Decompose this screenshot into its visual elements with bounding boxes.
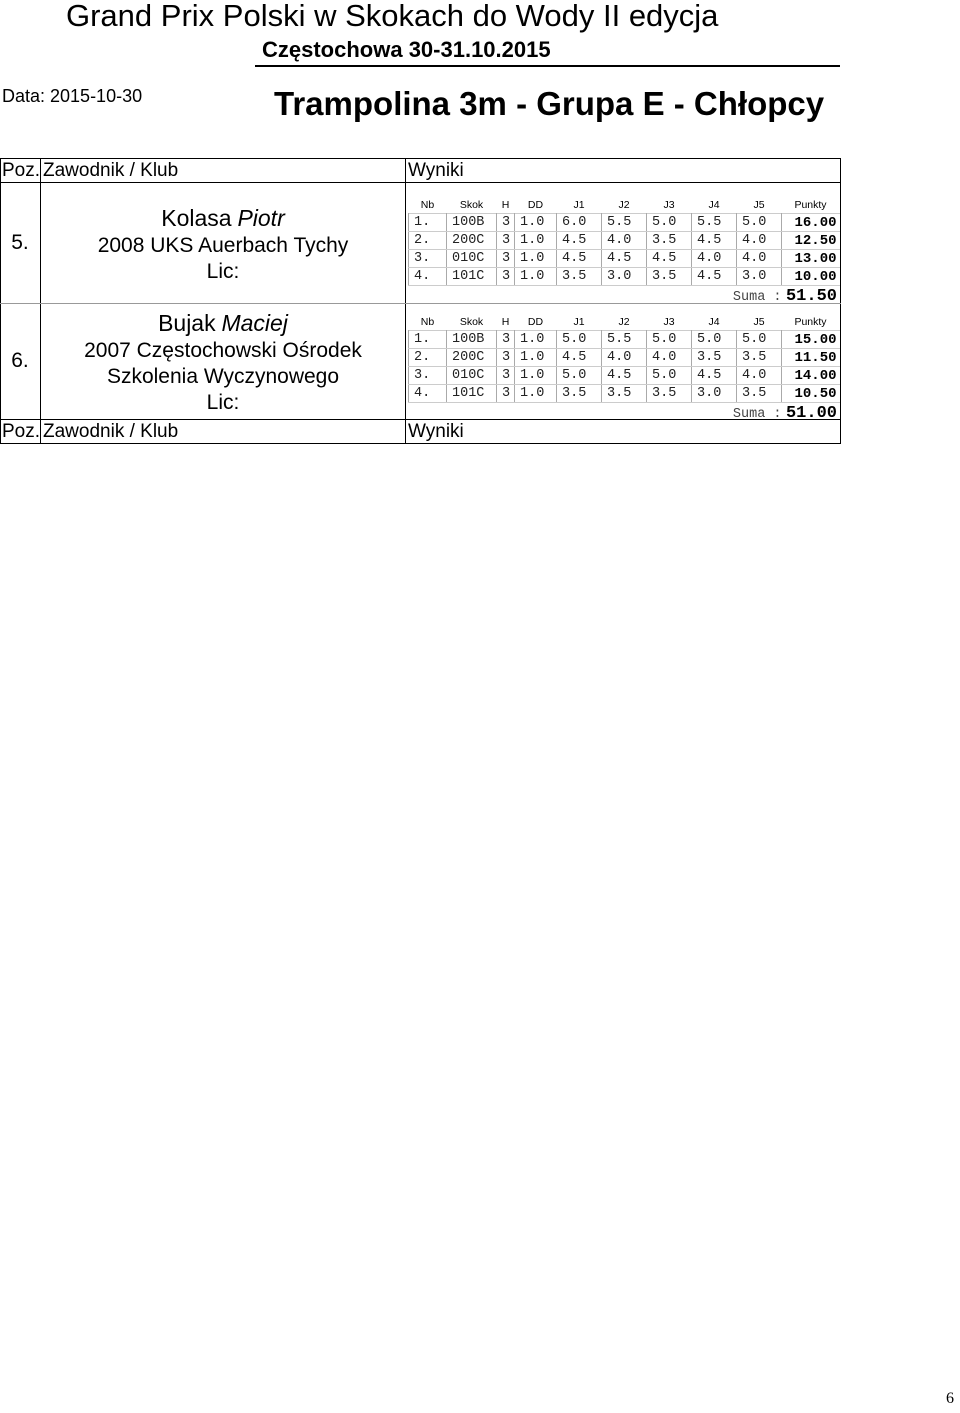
judge-score: 3.5: [647, 268, 692, 286]
sum-label: Suma :: [732, 407, 782, 422]
dive-code: 200C: [447, 232, 497, 250]
dive-code: 101C: [447, 385, 497, 403]
dive-dd: 1.0: [515, 331, 557, 349]
dive-nb: 1.: [409, 331, 447, 349]
header-rule: [255, 65, 840, 67]
dive-points: 16.00: [782, 214, 840, 232]
judge-score: 3.5: [737, 349, 782, 367]
judge-score: 4.5: [557, 232, 602, 250]
judge-score: 5.0: [737, 331, 782, 349]
dive-header-j2: J2: [618, 316, 630, 328]
judge-score: 4.5: [647, 250, 692, 268]
dive-height: 3: [497, 349, 515, 367]
judge-score: 4.0: [692, 250, 737, 268]
dive-header-row: [409, 314, 840, 331]
sum-label: Suma :: [732, 290, 782, 305]
judge-score: 4.5: [602, 367, 647, 385]
judge-score: 5.0: [737, 214, 782, 232]
judge-score: 3.5: [647, 385, 692, 403]
dive-row: [409, 268, 840, 286]
dive-code: 010C: [447, 367, 497, 385]
dive-height: 3: [497, 367, 515, 385]
dive-code: 100B: [447, 331, 497, 349]
footer-pos: Poz.: [2, 421, 41, 442]
dive-header-dd: DD: [527, 316, 544, 328]
dive-code: 101C: [447, 268, 497, 286]
judge-score: 5.0: [647, 214, 692, 232]
table-bottom-border: [0, 443, 841, 444]
judge-score: 4.5: [692, 367, 737, 385]
judge-score: 3.5: [557, 268, 602, 286]
athlete-block: [41, 310, 405, 416]
judge-score: 4.0: [737, 367, 782, 385]
dive-header-j4: J4: [708, 199, 720, 211]
athlete-firstname: Piotr: [237, 205, 285, 231]
judge-score: 6.0: [557, 214, 602, 232]
dive-dd: 1.0: [515, 349, 557, 367]
sum-row: [408, 286, 840, 306]
footer-athlete: Zawodnik / Klub: [43, 421, 179, 442]
dive-row: [409, 367, 840, 385]
page-number: 6: [946, 1390, 954, 1407]
dive-points: 14.00: [782, 367, 840, 385]
judge-score: 5.0: [692, 331, 737, 349]
dive-nb: 3.: [409, 250, 447, 268]
judge-score: 3.0: [602, 268, 647, 286]
judge-score: 5.5: [602, 214, 647, 232]
dive-table: [408, 197, 840, 286]
dive-points: 13.00: [782, 250, 840, 268]
athlete-club: 2007 Częstochowski Ośrodek: [84, 339, 362, 362]
dive-height: 3: [497, 385, 515, 403]
judge-score: 5.0: [557, 331, 602, 349]
dive-dd: 1.0: [515, 268, 557, 286]
dive-header-j1: J1: [573, 316, 585, 328]
judge-score: 3.5: [602, 385, 647, 403]
sum-total: 51.50: [785, 287, 837, 306]
dive-header-row: [409, 197, 840, 214]
dive-dd: 1.0: [515, 232, 557, 250]
table-right-border: [840, 158, 841, 444]
dive-code: 100B: [447, 214, 497, 232]
dive-row: [409, 250, 840, 268]
dive-header-points: Punkty: [794, 316, 827, 328]
athlete-name: [41, 310, 405, 338]
event-title: Grand Prix Polski w Skokach do Wody II edycja: [66, 0, 719, 33]
judge-score: 5.0: [647, 367, 692, 385]
judge-score: 4.0: [602, 232, 647, 250]
header-pos: Poz.: [2, 160, 41, 181]
dive-points: 10.50: [782, 385, 840, 403]
judge-score: 5.5: [692, 214, 737, 232]
dive-height: 3: [497, 214, 515, 232]
dive-header-nb: Nb: [420, 199, 435, 211]
judge-score: 4.5: [692, 232, 737, 250]
judge-score: 5.0: [557, 367, 602, 385]
dive-height: 3: [497, 232, 515, 250]
athlete-name: [41, 205, 405, 233]
dive-header-j4: J4: [708, 316, 720, 328]
dive-header-j3: J3: [663, 316, 675, 328]
judge-score: 4.5: [557, 250, 602, 268]
judge-score: 4.0: [737, 232, 782, 250]
dive-points: 11.50: [782, 349, 840, 367]
dive-nb: 4.: [409, 268, 447, 286]
dive-height: 3: [497, 331, 515, 349]
athlete-club: 2008 UKS Auerbach Tychy: [97, 234, 349, 257]
judge-score: 4.0: [602, 349, 647, 367]
dive-row: [409, 232, 840, 250]
judge-score: 3.5: [647, 232, 692, 250]
dive-code: 200C: [447, 349, 497, 367]
athlete-licence: Lic:: [206, 391, 240, 414]
event-place-dates: Częstochowa 30-31.10.2015: [262, 37, 551, 62]
dive-nb: 3.: [409, 367, 447, 385]
dive-dd: 1.0: [515, 385, 557, 403]
dive-points: 15.00: [782, 331, 840, 349]
table-top-border: [0, 158, 841, 159]
athlete-surname: Bujak: [158, 310, 216, 336]
judge-score: 4.5: [557, 349, 602, 367]
dive-header-nb: Nb: [420, 316, 435, 328]
footer-results: Wyniki: [408, 421, 464, 442]
dive-header-skok: Skok: [459, 316, 484, 328]
date-line: Data: 2015-10-30: [2, 86, 143, 106]
judge-score: 4.5: [692, 268, 737, 286]
dive-results: [408, 197, 840, 306]
header-bottom-border: [0, 182, 841, 183]
dive-dd: 1.0: [515, 214, 557, 232]
judge-score: 5.0: [647, 331, 692, 349]
dive-row: [409, 214, 840, 232]
athlete-surname: Kolasa: [161, 205, 232, 231]
dive-nb: 4.: [409, 385, 447, 403]
athlete-club: Szkolenia Wyczynowego: [106, 365, 340, 388]
dive-header-skok: Skok: [459, 199, 484, 211]
judge-score: 4.0: [647, 349, 692, 367]
col-divider-athlete: [405, 158, 406, 444]
dive-header-points: Punkty: [794, 199, 827, 211]
dive-height: 3: [497, 250, 515, 268]
judge-score: 3.5: [557, 385, 602, 403]
dive-points: 10.00: [782, 268, 840, 286]
dive-nb: 2.: [409, 232, 447, 250]
dive-header-j1: J1: [573, 199, 585, 211]
dive-row: [409, 331, 840, 349]
judge-score: 3.0: [737, 268, 782, 286]
dive-header-j3: J3: [663, 199, 675, 211]
dive-code: 010C: [447, 250, 497, 268]
sum-total: 51.00: [785, 404, 837, 423]
dive-results: [408, 314, 840, 423]
dive-header-j5: J5: [753, 316, 765, 328]
entry-position: 6.: [11, 349, 29, 372]
judge-score: 5.5: [602, 331, 647, 349]
dive-table: [408, 314, 840, 403]
dive-nb: 2.: [409, 349, 447, 367]
sum-row: [408, 403, 840, 423]
competition-title: Trampolina 3m - Grupa E - Chłopcy: [274, 85, 825, 122]
judge-score: 4.5: [602, 250, 647, 268]
header-results: Wyniki: [408, 160, 464, 181]
dive-row: [409, 349, 840, 367]
dive-dd: 1.0: [515, 250, 557, 268]
athlete-firstname: Maciej: [221, 310, 288, 336]
dive-dd: 1.0: [515, 367, 557, 385]
dive-header-h: H: [501, 316, 510, 328]
header-athlete: Zawodnik / Klub: [43, 160, 179, 181]
dive-header-dd: DD: [527, 199, 544, 211]
dive-header-j2: J2: [618, 199, 630, 211]
athlete-block: [41, 205, 405, 285]
table-left-border: [0, 158, 1, 444]
judge-score: 3.5: [692, 349, 737, 367]
athlete-licence: Lic:: [206, 260, 240, 283]
entry-position: 5.: [11, 231, 29, 254]
dive-points: 12.50: [782, 232, 840, 250]
dive-header-j5: J5: [753, 199, 765, 211]
dive-row: [409, 385, 840, 403]
dive-nb: 1.: [409, 214, 447, 232]
dive-height: 3: [497, 268, 515, 286]
judge-score: 3.0: [692, 385, 737, 403]
dive-header-h: H: [501, 199, 510, 211]
judge-score: 3.5: [737, 385, 782, 403]
judge-score: 4.0: [737, 250, 782, 268]
